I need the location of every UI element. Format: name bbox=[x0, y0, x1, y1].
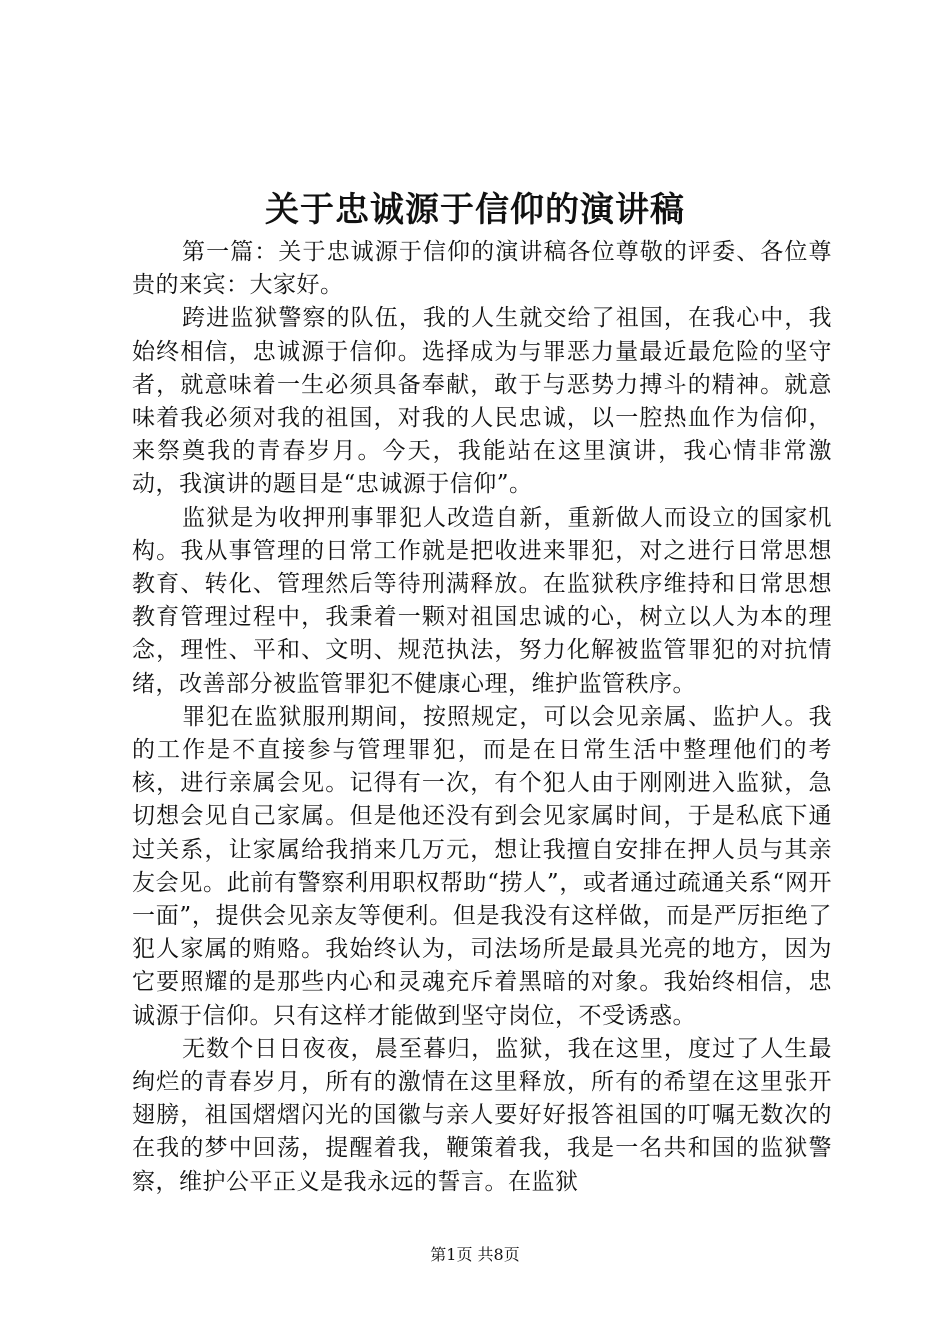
paragraph: 第一篇：关于忠诚源于信仰的演讲稿各位尊敬的评委、各位尊贵的来宾：大家好。 bbox=[132, 239, 832, 299]
page-number-footer: 第1页 共8页 bbox=[430, 1245, 520, 1264]
paragraph: 跨进监狱警察的队伍，我的人生就交给了祖国，在我心中，我始终相信，忠诚源于信仰。选择成为与罪恶力量最近最危险的坚守者，就意味着一生必须具备奉献，敢于与恶势力搏斗的精神。就意味着我必须对我的祖国，对我的人民忠诚，以一腔热血作为信仰，来祭奠我的青春岁月。今天，我能站在这里演讲，我心情非常激动，我演讲的题目是“忠诚源于信仰”。 bbox=[132, 305, 832, 498]
paragraph: 无数个日日夜夜，晨至暮归，监狱，我在这里，度过了人生最绚烂的青春岁月，所有的激情在这里释放，所有的希望在这里张开翅膀，祖国熠熠闪光的国徽与亲人要好好报答祖国的叮嘱无数次的在我的梦中回荡，提醒着我，鞭策着我，我是一名共和国的监狱警察，维护公平正义是我永远的誓言。在监狱 bbox=[132, 1035, 832, 1195]
paragraph: 罪犯在监狱服刑期间，按照规定，可以会见亲属、监护人。我的工作是不直接参与管理罪犯，而是在日常生活中整理他们的考核，进行亲属会见。记得有一次，有个犯人由于刚刚进入监狱，急切想会见自己家属。但是他还没有到会见家属时间，于是私底下通过关系，让家属给我捎来几万元，想让我擅自安排在押人员与其亲友会见。此前有警察利用职权帮助“捞人”，或者通过疏通关系“网开一面”，提供会见亲友等便利。但是我没有这样做，而是严厉拒绝了犯人家属的贿赂。我始终认为，司法场所是最具光亮的地方，因为它要照耀的是那些内心和灵魂充斥着黑暗的对象。我始终相信，忠诚源于信仰。只有这样才能做到坚守岗位，不受诱惑。 bbox=[132, 703, 832, 1029]
document-title: 关于忠诚源于信仰的演讲稿 bbox=[265, 190, 685, 230]
paragraph: 监狱是为收押刑事罪犯人改造自新，重新做人而设立的国家机构。我从事管理的日常工作就是把收进来罪犯，对之进行日常思想教育、转化、管理然后等待刑满释放。在监狱秩序维持和日常思想教育管理过程中，我秉着一颗对祖国忠诚的心，树立以人为本的理念，理性、平和、文明、规范执法，努力化解被监管罪犯的对抗情绪，改善部分被监管罪犯不健康心理，维护监管秩序。 bbox=[132, 504, 832, 697]
document-body bbox=[132, 236, 832, 1199]
